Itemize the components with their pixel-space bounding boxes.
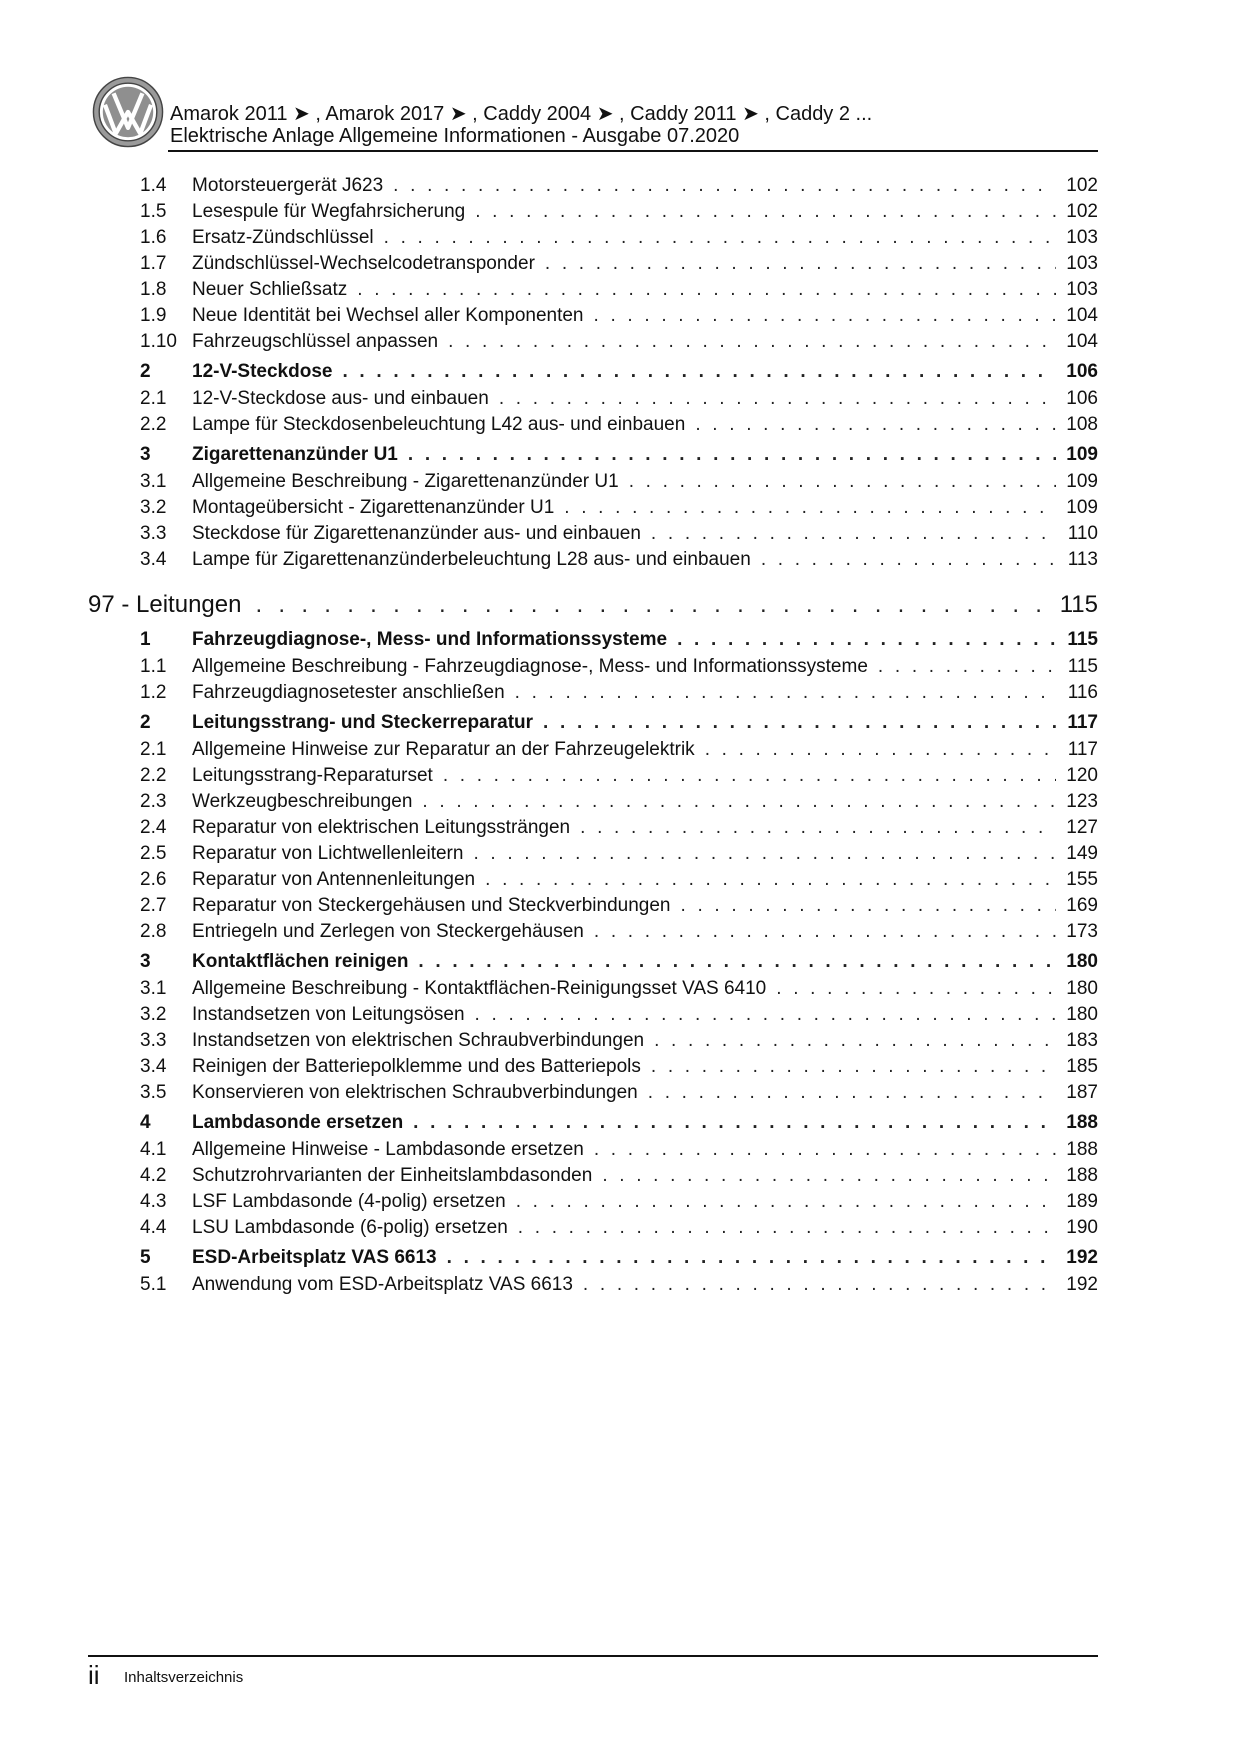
toc-entry-page: 116 [1067, 682, 1098, 703]
toc-section[interactable] [88, 1112, 1098, 1139]
leader-dots [594, 305, 1057, 327]
toc-entry-number: 1.5 [140, 201, 167, 222]
toc-section-title: Kontaktflächen reinigen [192, 951, 409, 972]
toc-entry[interactable] [88, 843, 1098, 869]
leader-dots [681, 895, 1057, 917]
toc-section-title: Lambdasonde ersetzen [192, 1112, 404, 1133]
toc-entry-title: Allgemeine Beschreibung - Fahrzeugdiagnose-, Mess- und Informationssysteme [192, 656, 868, 677]
toc-entry-title: Ersatz-Zündschlüssel [192, 227, 374, 248]
toc-entry-page: 149 [1066, 843, 1098, 864]
toc-entry-page: 127 [1066, 817, 1098, 838]
leader-dots [878, 656, 1058, 678]
toc-entry-title: 12-V-Steckdose aus- und einbauen [192, 388, 489, 409]
toc-entry[interactable] [88, 1191, 1098, 1217]
leader-dots [413, 1112, 1056, 1134]
toc-entry-number: 4.2 [140, 1165, 167, 1186]
toc-entry-page: 192 [1066, 1274, 1098, 1295]
toc-entry[interactable] [88, 253, 1098, 279]
toc-entry-title: Reparatur von Steckergehäusen und Steckverbindungen [192, 895, 671, 916]
toc-entry[interactable] [88, 1004, 1098, 1030]
toc-entry[interactable] [88, 1030, 1098, 1056]
toc-section[interactable] [88, 361, 1098, 388]
toc-entry[interactable] [88, 1165, 1098, 1191]
leader-dots [761, 549, 1058, 571]
leader-dots [705, 739, 1058, 761]
toc-entry-title: Fahrzeugschlüssel anpassen [192, 331, 439, 352]
toc-entry-title: Lesespule für Wegfahrsicherung [192, 201, 466, 222]
toc-entry-title: Anwendung vom ESD-Arbeitsplatz VAS 6613 [192, 1274, 573, 1295]
toc-section-page: 115 [1067, 629, 1098, 650]
header-document-title: Elektrische Anlage Allgemeine Informationen - Ausgabe 07.2020 [170, 125, 740, 147]
leader-dots [594, 1139, 1056, 1161]
toc-entry-number: 3.3 [140, 523, 167, 544]
leader-dots [422, 791, 1056, 813]
toc-entry-number: 3.4 [140, 1056, 167, 1077]
toc-entry-page: 188 [1066, 1139, 1098, 1160]
toc-entry[interactable] [88, 656, 1098, 682]
leader-dots [583, 1274, 1056, 1296]
leader-dots [357, 279, 1056, 301]
toc-section-page: 106 [1066, 361, 1098, 382]
toc-entry-number: 2.1 [140, 739, 167, 760]
leader-dots [408, 444, 1056, 466]
toc-entry-title: Reparatur von Lichtwellenleitern [192, 843, 464, 864]
toc-entry[interactable] [88, 765, 1098, 791]
toc-entry[interactable] [88, 414, 1098, 440]
toc-entry[interactable] [88, 227, 1098, 253]
page-header [88, 70, 1098, 152]
toc-entry-number: 1.2 [140, 682, 167, 703]
toc-section[interactable] [88, 629, 1098, 656]
toc-entry[interactable] [88, 1082, 1098, 1108]
toc-entry-page: 109 [1066, 471, 1098, 492]
toc-entry-title: Leitungsstrang-Reparaturset [192, 765, 433, 786]
toc-entry-page: 110 [1067, 523, 1098, 544]
footer-section-label: Inhaltsverzeichnis [124, 1669, 244, 1686]
toc-entry[interactable] [88, 921, 1098, 947]
toc-entry-page: 180 [1066, 1004, 1098, 1025]
toc-entry-page: 117 [1067, 739, 1098, 760]
toc-entry-number: 2.7 [140, 895, 167, 916]
toc-section-number: 2 [140, 361, 151, 382]
toc-entry[interactable] [88, 682, 1098, 708]
toc-section-number: 5 [140, 1247, 151, 1268]
toc-entry-number: 2.2 [140, 414, 167, 435]
toc-entry-title: Neue Identität bei Wechsel aller Komponenten [192, 305, 584, 326]
leader-dots [677, 629, 1057, 651]
toc-entry-title: Allgemeine Hinweise - Lambdasonde ersetzen [192, 1139, 584, 1160]
toc-section-number: 1 [140, 629, 151, 650]
vw-logo-icon [92, 76, 164, 148]
toc-entry[interactable] [88, 869, 1098, 895]
leader-dots [418, 951, 1056, 973]
leader-dots [580, 817, 1056, 839]
toc-entry-number: 4.3 [140, 1191, 167, 1212]
leader-dots [545, 253, 1056, 275]
toc-entry-page: 173 [1066, 921, 1098, 942]
leader-dots [629, 471, 1057, 493]
toc-section-number: 3 [140, 951, 151, 972]
toc-entry[interactable] [88, 175, 1098, 201]
leader-dots [543, 712, 1057, 734]
toc-entry-page: 102 [1066, 175, 1098, 196]
leader-dots [443, 765, 1056, 787]
toc-entry-page: 190 [1066, 1217, 1098, 1238]
footer-page-number: ii [88, 1660, 100, 1690]
toc-entry-title: Zündschlüssel-Wechselcodetransponder [192, 253, 535, 274]
leader-dots [255, 591, 1049, 619]
toc-entry-page: 155 [1066, 869, 1098, 890]
toc-entry-page: 109 [1066, 497, 1098, 518]
toc-entry-number: 1.4 [140, 175, 167, 196]
toc-entry[interactable] [88, 1217, 1098, 1243]
toc-section-title: Fahrzeugdiagnose-, Mess- und Informationssysteme [192, 629, 668, 650]
header-divider [168, 150, 1098, 152]
toc-chapter-page: 115 [1059, 591, 1098, 618]
toc-entry-title: Lampe für Zigarettenanzünderbeleuchtung L28 aus- und einbauen [192, 549, 751, 570]
toc-entry-page: 187 [1066, 1082, 1098, 1103]
toc-entry[interactable] [88, 739, 1098, 765]
toc-entry-number: 3.1 [140, 978, 167, 999]
toc-section[interactable] [88, 712, 1098, 739]
toc-entry-number: 3.5 [140, 1082, 167, 1103]
toc-section-page: 117 [1067, 712, 1098, 733]
toc-entry[interactable] [88, 549, 1098, 575]
toc-entry-number: 1.10 [140, 331, 177, 352]
leader-dots [473, 843, 1056, 865]
leader-dots [518, 1217, 1057, 1239]
toc-entry-title: Allgemeine Beschreibung - Zigarettenanzünder U1 [192, 471, 619, 492]
toc-section-number: 2 [140, 712, 151, 733]
leader-dots [499, 388, 1056, 410]
toc-entry[interactable] [88, 523, 1098, 549]
toc-entry-title: Reparatur von Antennenleitungen [192, 869, 476, 890]
toc-entry-number: 2.6 [140, 869, 167, 890]
toc-entry-page: 169 [1066, 895, 1098, 916]
leader-dots [594, 921, 1056, 943]
toc-entry-page: 189 [1066, 1191, 1098, 1212]
toc-chapter[interactable] [88, 591, 1098, 625]
toc-entry-number: 1.8 [140, 279, 167, 300]
toc-section-page: 192 [1066, 1247, 1098, 1268]
toc-entry-title: Reparatur von elektrischen Leitungssträngen [192, 817, 571, 838]
toc-entry-page: 108 [1066, 414, 1098, 435]
toc-entry-page: 120 [1066, 765, 1098, 786]
toc-entry-number: 2.5 [140, 843, 167, 864]
toc-entry-page: 104 [1066, 331, 1098, 352]
leader-dots [515, 682, 1058, 704]
toc-entry-number: 4.1 [140, 1139, 167, 1160]
leader-dots [654, 1030, 1056, 1052]
toc-section-title: 12-V-Steckdose [192, 361, 333, 382]
toc-section-page: 180 [1066, 951, 1098, 972]
toc-section[interactable] [88, 444, 1098, 471]
toc-section-page: 109 [1066, 444, 1098, 465]
toc-entry[interactable] [88, 895, 1098, 921]
toc-entry[interactable] [88, 201, 1098, 227]
footer-divider [88, 1655, 1098, 1657]
toc-entry-title: Montageübersicht - Zigarettenanzünder U1 [192, 497, 555, 518]
header-vehicle-models: Amarok 2011 ➤ , Amarok 2017 ➤ , Caddy 2004 ➤ , Caddy 2011 ➤ , Caddy 2 ... [170, 103, 873, 125]
leader-dots [651, 1056, 1056, 1078]
toc-entry-title: LSF Lambdasonde (4-polig) ersetzen [192, 1191, 506, 1212]
toc-entry-title: Werkzeugbeschreibungen [192, 791, 413, 812]
toc-entry-title: Entriegeln und Zerlegen von Steckergehäusen [192, 921, 584, 942]
toc-entry-number: 2.4 [140, 817, 167, 838]
toc-entry-page: 185 [1066, 1056, 1098, 1077]
toc-entry-page: 115 [1067, 656, 1098, 677]
toc-entry-number: 2.1 [140, 388, 167, 409]
toc-entry-title: Lampe für Steckdosenbeleuchtung L42 aus- und einbauen [192, 414, 686, 435]
leader-dots [342, 361, 1056, 383]
table-of-contents [88, 175, 1098, 1300]
toc-entry-page: 123 [1066, 791, 1098, 812]
toc-entry-title: Motorsteuergerät J623 [192, 175, 384, 196]
toc-section-page: 188 [1066, 1112, 1098, 1133]
toc-chapter-title: 97 - Leitungen [88, 591, 242, 618]
toc-section-title: Leitungsstrang- und Steckerreparatur [192, 712, 534, 733]
toc-section-title: Zigarettenanzünder U1 [192, 444, 398, 465]
leader-dots [648, 1082, 1057, 1104]
toc-entry-title: LSU Lambdasonde (6-polig) ersetzen [192, 1217, 508, 1238]
toc-entry-number: 3.2 [140, 1004, 167, 1025]
toc-entry-number: 3.2 [140, 497, 167, 518]
toc-entry[interactable] [88, 791, 1098, 817]
leader-dots [516, 1191, 1057, 1213]
toc-entry[interactable] [88, 388, 1098, 414]
toc-entry-number: 1.6 [140, 227, 167, 248]
leader-dots [447, 1247, 1057, 1269]
toc-entry-title: Instandsetzen von Leitungsösen [192, 1004, 465, 1025]
toc-entry-page: 103 [1066, 227, 1098, 248]
leader-dots [564, 497, 1056, 519]
leader-dots [602, 1165, 1056, 1187]
toc-entry[interactable] [88, 1274, 1098, 1300]
toc-entry-title: Instandsetzen von elektrischen Schraubverbindungen [192, 1030, 645, 1051]
toc-entry-number: 3.1 [140, 471, 167, 492]
toc-entry-title: Allgemeine Hinweise zur Reparatur an der Fahrzeugelektrik [192, 739, 695, 760]
leader-dots [393, 175, 1056, 197]
toc-entry[interactable] [88, 1139, 1098, 1165]
toc-section-title: ESD-Arbeitsplatz VAS 6613 [192, 1247, 437, 1268]
toc-entry-number: 1.7 [140, 253, 167, 274]
toc-entry[interactable] [88, 1056, 1098, 1082]
toc-entry-number: 2.8 [140, 921, 167, 942]
toc-entry-number: 2.3 [140, 791, 167, 812]
toc-entry[interactable] [88, 279, 1098, 305]
toc-entry-page: 102 [1066, 201, 1098, 222]
toc-entry[interactable] [88, 978, 1098, 1004]
leader-dots [776, 978, 1056, 1000]
toc-entry-title: Fahrzeugdiagnosetester anschließen [192, 682, 505, 703]
leader-dots [651, 523, 1058, 545]
toc-entry-title: Steckdose für Zigarettenanzünder aus- und einbauen [192, 523, 641, 544]
toc-section[interactable] [88, 951, 1098, 978]
leader-dots [485, 869, 1056, 891]
toc-entry[interactable] [88, 331, 1098, 357]
toc-entry-page: 104 [1066, 305, 1098, 326]
toc-entry-page: 188 [1066, 1165, 1098, 1186]
leader-dots [384, 227, 1057, 249]
toc-entry-title: Reinigen der Batteriepolklemme und des Batteriepols [192, 1056, 641, 1077]
toc-entry-title: Schutzrohrvarianten der Einheitslambdasonden [192, 1165, 593, 1186]
toc-entry-number: 1.1 [140, 656, 167, 677]
toc-entry[interactable] [88, 497, 1098, 523]
leader-dots [475, 201, 1056, 223]
toc-entry-number: 2.2 [140, 765, 167, 786]
leader-dots [448, 331, 1056, 353]
toc-entry-page: 180 [1066, 978, 1098, 999]
leader-dots [695, 414, 1056, 436]
toc-entry-number: 3.4 [140, 549, 167, 570]
toc-entry-title: Allgemeine Beschreibung - Kontaktflächen-Reinigungsset VAS 6410 [192, 978, 767, 999]
toc-entry-page: 103 [1066, 253, 1098, 274]
toc-entry-number: 5.1 [140, 1274, 167, 1295]
toc-entry-number: 4.4 [140, 1217, 167, 1238]
toc-entry-title: Neuer Schließsatz [192, 279, 348, 300]
toc-entry-page: 103 [1066, 279, 1098, 300]
toc-section-number: 4 [140, 1112, 151, 1133]
toc-entry-title: Konservieren von elektrischen Schraubverbindungen [192, 1082, 638, 1103]
toc-entry[interactable] [88, 471, 1098, 497]
toc-entry-page: 183 [1066, 1030, 1098, 1051]
toc-entry-page: 113 [1067, 549, 1098, 570]
toc-entry-number: 3.3 [140, 1030, 167, 1051]
toc-entry[interactable] [88, 305, 1098, 331]
leader-dots [475, 1004, 1057, 1026]
toc-entry-number: 1.9 [140, 305, 167, 326]
toc-section-number: 3 [140, 444, 151, 465]
toc-section[interactable] [88, 1247, 1098, 1274]
toc-entry-page: 106 [1066, 388, 1098, 409]
toc-entry[interactable] [88, 817, 1098, 843]
